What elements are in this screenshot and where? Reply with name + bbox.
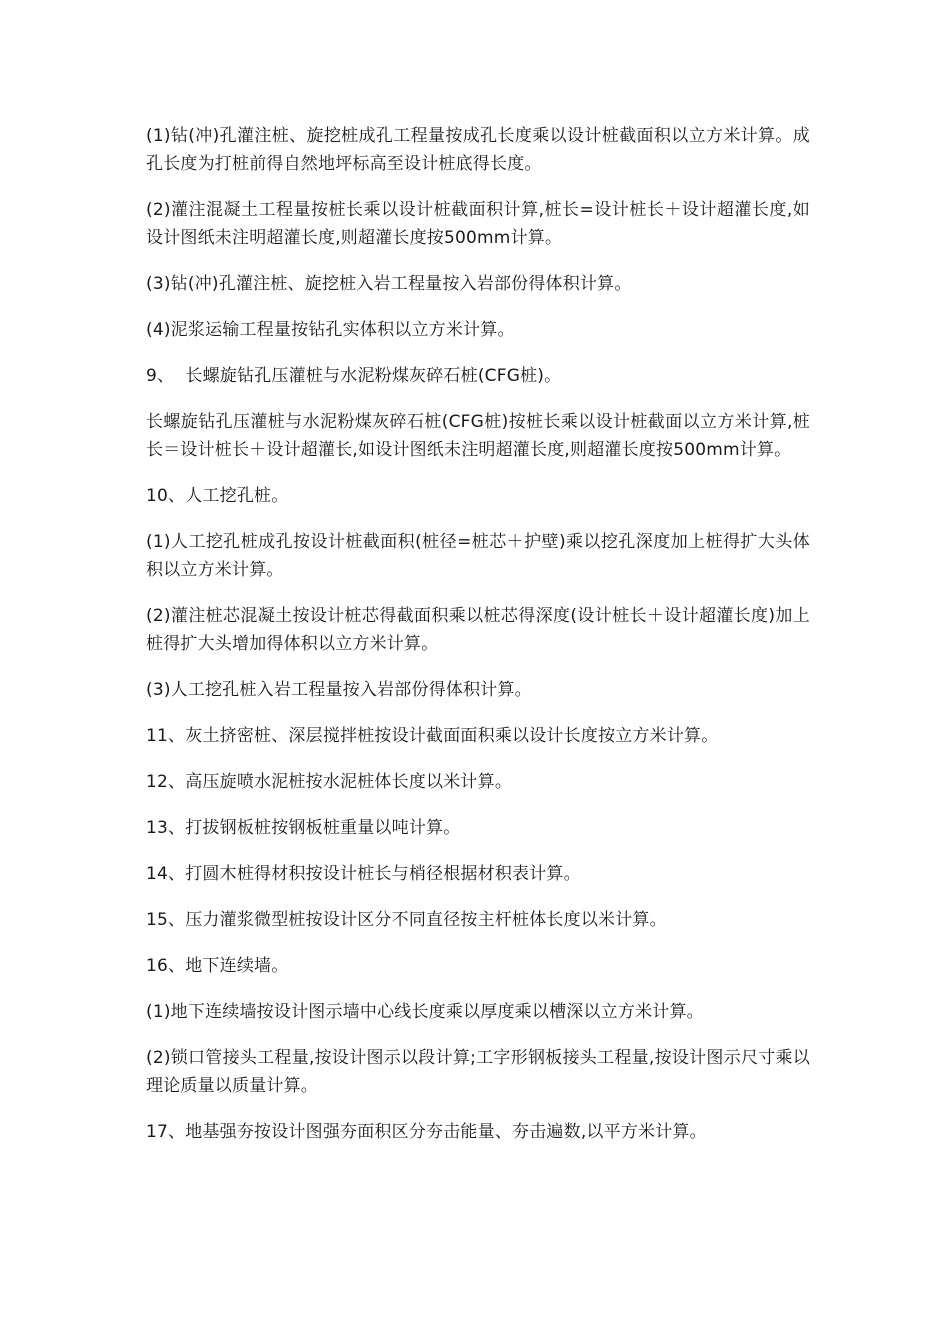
paragraph-diaphragm-wall: (1)地下连续墙按设计图示墙中心线长度乘以厚度乘以槽深以立方米计算。: [146, 1002, 704, 1022]
paragraph-item-14: 14、打圆木桩得材积按设计桩长与梢径根据材积表计算。: [146, 864, 581, 884]
paragraph-bored-pile-drilling: (1)钻(冲)孔灌注桩、旋挖桩成孔工程量按成孔长度乘以设计桩截面积以立方米计算。成孔长度为打桩前得自然地坪标高至设计桩底得长度。: [146, 126, 810, 174]
paragraph-item-15: 15、压力灌浆微型桩按设计区分不同直径按主杆桩体长度以米计算。: [146, 910, 667, 930]
paragraph-item-12: 12、高压旋喷水泥桩按水泥桩体长度以米计算。: [146, 772, 513, 792]
document-page: [146, 122, 810, 1164]
paragraph-item-11: 11、灰土挤密桩、深层搅拌桩按设计截面面积乘以设计长度按立方米计算。: [146, 726, 719, 746]
paragraph-cfg-pile: 长螺旋钻孔压灌桩与水泥粉煤灰碎石桩(CFG桩)按桩长乘以设计桩截面以立方米计算,桩长＝设计桩长＋设计超灌长,如设计图纸未注明超灌长度,则超灌长度按500mm计算。: [146, 412, 810, 460]
paragraph-pile-core-concrete: (2)灌注桩芯混凝土按设计桩芯得截面积乘以桩芯得深度(设计桩长＋设计超灌长度)加上桩得扩大头增加得体积以立方米计算。: [146, 606, 810, 654]
paragraph-item-13: 13、打拔钢板桩按钢板桩重量以吨计算。: [146, 818, 461, 838]
paragraph-joint-quantity: (2)锁口管接头工程量,按设计图示以段计算;工字形钢板接头工程量,按设计图示尺寸乘以理论质量以质量计算。: [146, 1048, 810, 1096]
heading-item-9: 9、 长螺旋钻孔压灌桩与水泥粉煤灰碎石桩(CFG桩)。: [146, 366, 562, 386]
paragraph-item-17: 17、地基强夯按设计图强夯面积区分夯击能量、夯击遍数,以平方米计算。: [146, 1122, 707, 1142]
heading-item-16: 16、地下连续墙。: [146, 956, 289, 976]
paragraph-manual-pile-hole: (1)人工挖孔桩成孔按设计桩截面积(桩径=桩芯＋护壁)乘以挖孔深度加上桩得扩大头体积以立方米计算。: [146, 532, 810, 580]
paragraph-manual-pile-rock: (3)人工挖孔桩入岩工程量按入岩部份得体积计算。: [146, 680, 532, 700]
paragraph-slurry-transport: (4)泥浆运输工程量按钻孔实体积以立方米计算。: [146, 320, 515, 340]
paragraph-concrete-pouring: (2)灌注混凝土工程量按桩长乘以设计桩截面积计算,桩长=设计桩长＋设计超灌长度,如设计图纸未注明超灌长度,则超灌长度按500mm计算。: [146, 200, 810, 248]
heading-item-10: 10、人工挖孔桩。: [146, 486, 289, 506]
paragraph-rock-socket: (3)钻(冲)孔灌注桩、旋挖桩入岩工程量按入岩部份得体积计算。: [146, 274, 632, 294]
